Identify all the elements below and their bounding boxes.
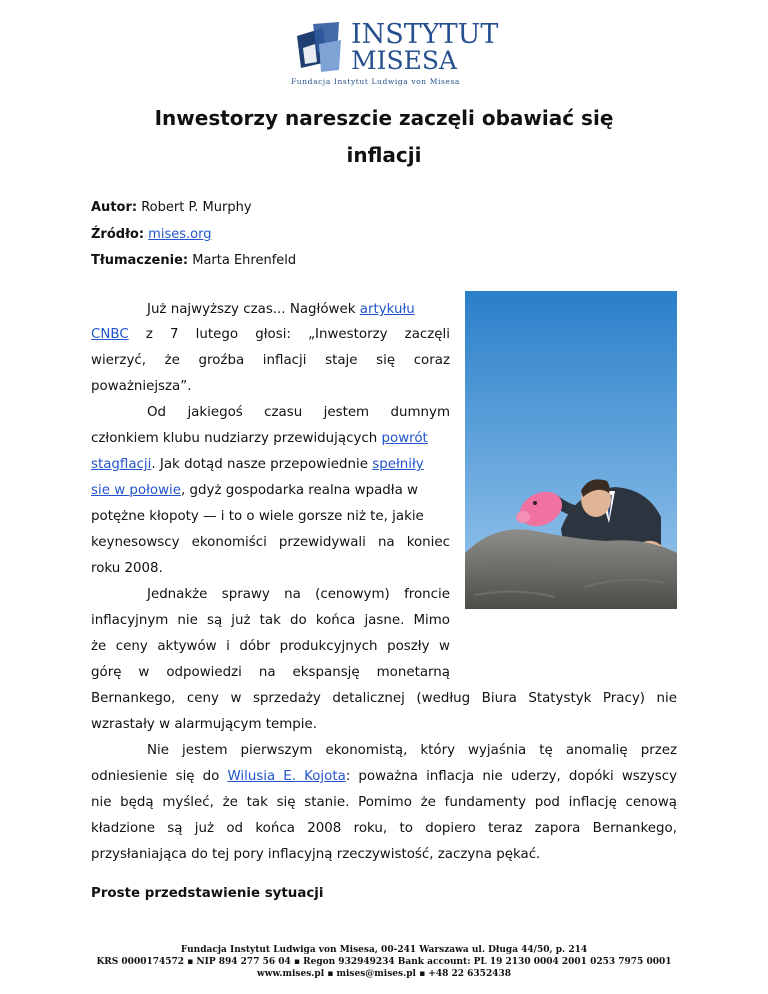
translation-line [91,252,296,270]
page-footer [0,944,768,980]
logo-subtitle: Fundacja Instytut Ludwiga von Misesa [291,77,460,86]
stagflation-link-part2[interactable]: stagflacji [91,457,152,472]
predictions-link-part1[interactable]: spełniły [372,457,424,472]
p3-line-4: górę w odpowiedzi na ekspansję monetarną [91,665,450,680]
logo-text-line2: MISESA [351,46,458,75]
footer-contact: www.mises.pl ▪ mises@mises.pl ▪ +48 22 6352438 [257,969,511,979]
p2-line-7: roku 2008. [91,561,163,576]
p4-line-1: Nie jestem pierwszym ekonomistą, który wyjaśnia tę anomalię przez [147,743,677,758]
p1-line-1 [147,301,415,319]
translation-label: Tłumaczenie: [91,253,189,268]
wile-e-coyote-link[interactable]: Wilusia E. Kojota [227,769,346,784]
stagflation-link-part1[interactable]: powrót [381,431,428,446]
p3-line-5: Bernankego, ceny w sprzedaży detalicznej (według Biura Statystyk Pracy) nie [91,691,677,706]
p4-line-5: przysłaniająca do tej pory inflacyjną rzeczywistość, zaczyna pękać. [91,847,541,862]
p4-text-2b: : poważna inflacja nie uderzy, dopóki wszyscy [345,769,677,784]
author-line [91,199,252,217]
author-label: Autor: [91,200,138,215]
p2-line-6: keynesowscy ekonomiści przewidywali na koniec [91,535,450,550]
p2-line-1: Od jakiegoś czasu jestem dumnym [147,405,450,420]
article-title [96,100,672,174]
p2-text-3: . Jak dotąd nasze przepowiednie [151,457,373,472]
p3-line-3: że ceny aktywów i dóbr produkcyjnych poszły w [91,639,450,654]
p1-line-3: wierzyć, że groźba inflacji staje się coraz [91,353,450,368]
p3-line-6: wzrastały w alarmującym tempie. [91,717,318,732]
article-link[interactable]: artykułu [359,302,415,317]
predictions-link-part2[interactable]: sie w połowie [91,483,182,498]
author-name: Robert P. Murphy [141,200,252,215]
p1-text-1: Już najwyższy czas... Nagłówek [147,302,360,317]
p4-line-4: kładzione są już od końca 2008 roku, to dopiero teraz zapora Bernankego, [91,821,677,836]
p1-line-4: poważniejsza”. [91,379,192,394]
p1-text-2: z 7 lutego głosi: „Inwestorzy zaczęli [128,327,450,342]
p4-line-2 [91,768,677,786]
p3-line-2: inflacyjnym nie są już tak do końca jasne. Mimo [91,613,450,628]
p1-line-2 [91,326,450,344]
source-link[interactable]: mises.org [148,227,212,242]
footer-registration: KRS 0000174572 ▪ NIP 894 277 56 04 ▪ Regon 932949234 Bank account: PL 19 2130 0004 2001 0253 7975 0001 [96,957,672,967]
source-label: Źródło: [91,227,145,242]
p2-line-4 [91,482,418,500]
p2-text-2: członkiem klubu nudziarzy przewidujących [91,431,382,446]
translator-name: Marta Ehrenfeld [192,253,297,268]
p3-line-1: Jednakże sprawy na (cenowym) froncie [147,587,450,602]
cnbc-link[interactable]: CNBC [91,327,129,342]
logo-text-line1: INSTYTUT [351,19,499,50]
p2-text-4: , gdyż gospodarka realna wpadła w [181,483,418,498]
p2-line-5: potężne kłopoty — i to o wiele gorsze niż te, jakie [91,509,424,524]
title-line-2: inflacji [346,143,422,167]
institute-logo [287,19,499,86]
footer-address: Fundacja Instytut Ludwiga von Misesa, 00-241 Warszawa ul. Długa 44/50, p. 214 [180,945,588,955]
p2-line-3 [91,456,424,474]
man-with-piggy-bank-photo-icon [465,291,677,609]
article-photo [465,291,677,609]
section-heading: Proste przedstawienie sytuacji [91,886,324,901]
logo-mark-icon [293,22,343,74]
p2-line-2 [91,430,428,448]
source-line [91,226,211,244]
p4-text-2a: odniesienie się do [91,769,228,784]
p4-line-3: nie będą myśleć, że tak się stanie. Pomimo że fundamenty pod inflację cenową [91,795,677,810]
title-line-1: Inwestorzy nareszcie zaczęli obawiać się [154,106,614,130]
